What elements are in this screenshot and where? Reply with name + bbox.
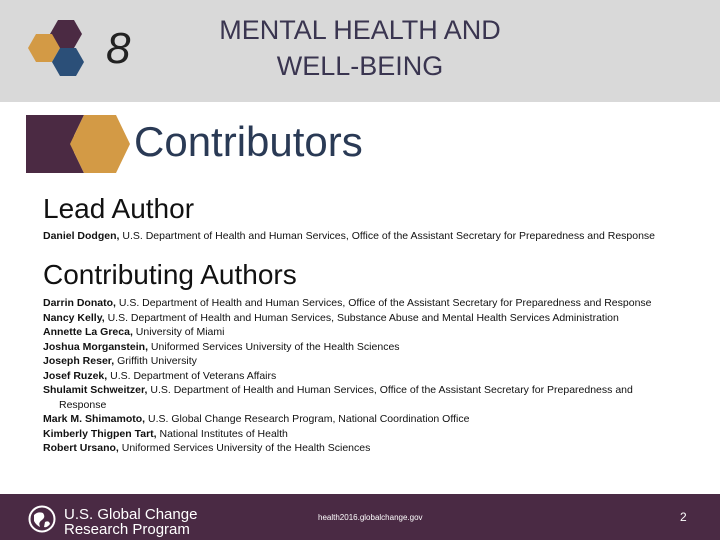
contributors-graphic-icon (26, 115, 136, 173)
chapter-number: 8 (106, 24, 131, 73)
author-affiliation: U.S. Department of Health and Human Services, Substance Abuse and Mental Health Services Administration (104, 311, 619, 324)
author-name: Shulamit Schweitzer, (43, 384, 148, 396)
chapter-title-line1: MENTAL HEALTH AND (219, 15, 501, 45)
author-name: Kimberly Thigpen Tart, (43, 427, 157, 440)
author-affiliation: University of Miami (132, 326, 225, 338)
list-item (43, 369, 703, 384)
chapter-header (0, 0, 720, 102)
author-affiliation: U.S. Department of Health and Human Services, Office of the Assistant Secretary for Preparedness and Response (115, 297, 652, 309)
author-name: Robert Ursano, (43, 442, 119, 454)
author-name: Annette La Greca, (43, 326, 133, 338)
list-item (43, 427, 703, 442)
footer-logo-text (64, 507, 197, 537)
author-name: Nancy Kelly, (43, 311, 105, 324)
footer-url-link[interactable]: health2016.globalchange.gov (318, 513, 423, 522)
globe-logo-icon (28, 505, 56, 533)
author-affiliation: Uniformed Services University of the Health Sciences (118, 442, 371, 454)
author-affiliation: U.S. Department of Veterans Affairs (107, 369, 277, 382)
list-item (43, 383, 703, 398)
logo-line1: U.S. Global Change (64, 506, 198, 523)
lead-author-heading: Lead Author (43, 193, 195, 224)
list-item (43, 412, 703, 427)
contributing-authors-list (43, 296, 703, 456)
author-affiliation: National Institutes of Health (156, 427, 288, 440)
author-name: Darrin Donato, (43, 297, 116, 309)
hexagon-cluster-icon (24, 14, 104, 80)
list-item (43, 296, 703, 311)
list-item (43, 311, 703, 326)
contributing-authors-heading: Contributing Authors (43, 259, 297, 290)
list-item (43, 441, 703, 456)
author-affiliation: Griffith University (114, 355, 197, 367)
page-number: 2 (680, 510, 687, 524)
author-affiliation: Uniformed Services University of the Health Sciences (148, 340, 400, 353)
author-affiliation: U.S. Department of Health and Human Services, Office of the Assistant Secretary for Preparedness and Response (119, 230, 656, 242)
logo-line2: Research Program (64, 521, 190, 538)
chapter-title-line2: WELL-BEING (276, 51, 444, 81)
author-name: Daniel Dodgen, (43, 230, 120, 242)
author-name: Josef Ruzek, (43, 369, 108, 382)
list-item-continuation: Response (59, 398, 107, 411)
list-item (43, 325, 703, 340)
section-title: Contributors (134, 118, 363, 165)
list-item (43, 340, 703, 355)
chapter-title (180, 12, 540, 84)
list-item (43, 354, 703, 369)
author-name: Mark M. Shimamoto, (43, 413, 146, 425)
author-name: Joseph Reser, (43, 355, 115, 367)
lead-author-entry (43, 229, 655, 244)
author-affiliation: U.S. Global Change Research Program, National Coordination Office (145, 413, 470, 425)
author-affiliation: U.S. Department of Health and Human Services, Office of the Assistant Secretary for Preparedness and (147, 384, 633, 396)
author-name: Joshua Morganstein, (43, 340, 149, 353)
